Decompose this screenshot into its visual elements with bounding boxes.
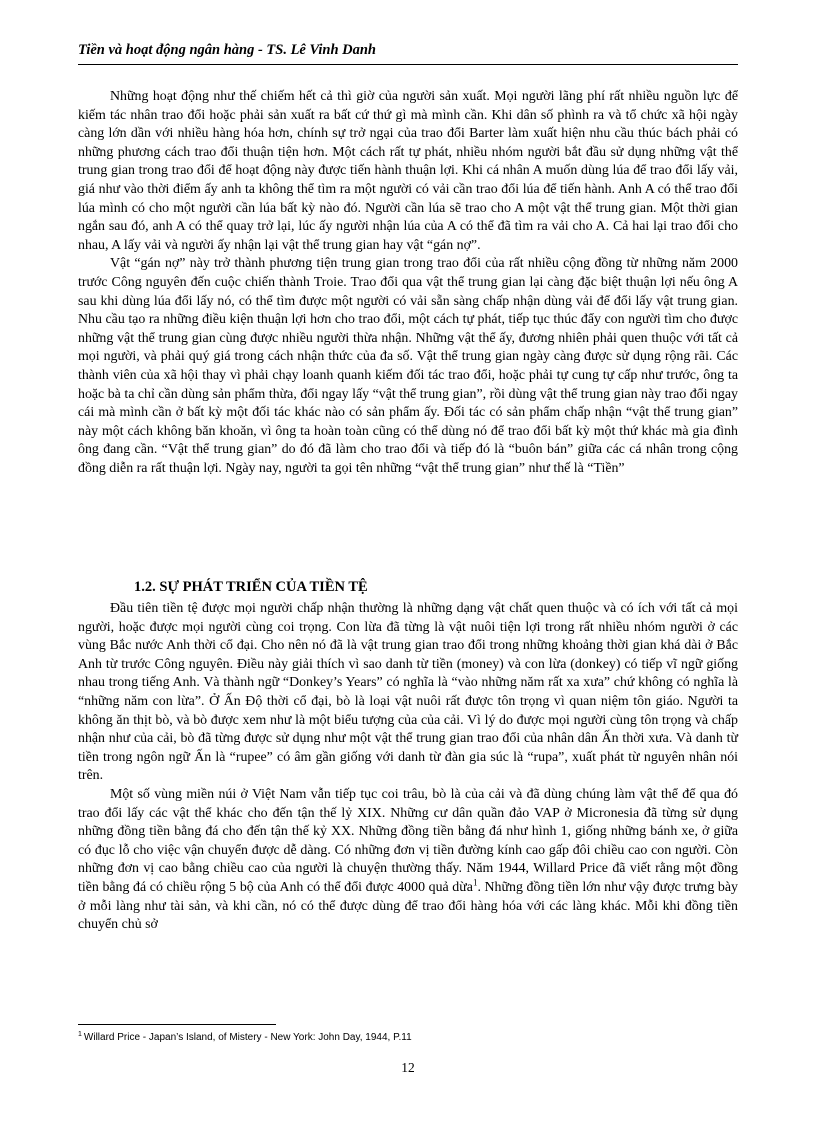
section-intermediary-objects — [78, 88, 738, 478]
paragraph-text: Một số vùng miền núi ở Việt Nam vẫn tiếp tục coi trâu, bò là của cải và đã dùng chúng làm vật thể để qua đó trao đổi lấy các vật thể khác cho đến tận thế lỷ XIX. Những cư dân quần đảo VAP ở Micronesia đã từng sử dụng những đồng tiền bằng đá cho đến tận thế kỷ XX. Những đồng tiền bằng đá như hình 1, giống những bánh xe, ở giữa có đục lỗ cho việc vận chuyển được dễ dàng. Có những đơn vị tiền đường kính cao gấp đôi chiều cao con người. Còn những đơn vị cao bằng chiều cao của người là chuyện thường thấy. Năm 1944, Willard Price đã viết rằng một đồng tiền bằng đá có chiều rộng 5 bộ của Anh có thể đổi được 4000 quả dừa — [78, 786, 738, 895]
paragraph-text: . Những đồng tiền lớn như vậy được trưng bày ở mỗi làng như tài sản, và khi cần, nó có thể được dùng để trao đổi hàng hóa với các làng khác. Mỗi khi đồng tiền chuyển chủ sở — [78, 879, 738, 933]
paragraph: Đầu tiên tiền tệ được mọi người chấp nhận thường là những dạng vật chất quen thuộc và có ích với tất cả mọi người, hoặc được mọi người cùng coi trọng. Con lừa đã từng là vật nuôi tiện lợi trong rất nhiều nhóm người ở các vùng Bắc nước Anh thời cổ đại. Cho nên nó đã là vật trung gian trao đổi trong những khoảng thời gian khá dài ở Bắc Anh từ trước Công nguyên. Điều này giải thích vì sao danh từ tiền (money) và con lừa (donkey) có tiếp vĩ ngữ giống nhau trong tiếng Anh. Và thành ngữ “Donkey’s Years” có nghĩa là “vào những năm rất xa xưa” chứ không có nghĩa là “những năm con lừa”. Ở Ấn Độ thời cổ đại, bò là loại vật nuôi rất được tôn trọng vì quan niệm tôn giáo. Người ta không ăn thịt bò, và bò được xem như là một biểu tượng của của cải. Vì lý do được mọi người cùng tôn trọng và chấp nhận như của cải, bò đã từng được sử dụng như một vật thể trung gian trao đổi của nhân dân Ấn thời xưa. Và danh từ tiền trong ngôn ngữ Ấn là “rupee” có âm gần giống với danh từ đàn gia súc là “rupa”, xuất phát từ nguyên nhân nói trên. — [78, 601, 738, 784]
page-number: 12 — [401, 1060, 415, 1075]
paragraph: Vật “gán nợ” này trở thành phương tiện trung gian trong trao đổi của rất nhiều cộng đồng từ những năm 2000 trước Công nguyên đến cuộc chiến thành Troie. Trao đổi qua vật thể trung gian lại càng đặc biệt thuận lợi nếu ông A sau khi dùng lúa đổi lấy nó, có thể tìm được một người có vải sẵn sàng chấp nhận dùng vải để đổi lấy vật trung gian. Nhu cầu tạo ra những điều kiện thuận lợi hơn cho trao đổi, một cách tự phát, tiếp tục thúc đẩy con người tìm cho được những vật thể trung gian cùng được nhiều người thừa nhận. Những vật thể ấy, đương nhiên phải quen thuộc với tất cả mọi người, và phải quý giá trong cách nhận thức của đa số. Vật thể trung gian ngày càng được sử dụng rộng rãi. Các thành viên của xã hội thay vì phải chạy loanh quanh kiếm đối tác trao đổi, hoặc phải tự cung tự cấp như trước, ông ta hoặc bà ta chỉ cần dùng sản phẩm thừa, đổi ngay lấy “vật thể trung gian”, rồi dùng vật thể trung gian này trao đổi ngay cái mà mình cần ở bất kỳ một đối tác khác nào có sản phẩm ấy. Đối tác có sản phẩm chấp nhận “vật thể trung gian” này một cách không băn khoăn, vì ông ta hoàn toàn cũng có thể dùng nó để trao đổi bất kỳ một thứ khác mà gia đình ông đang cần. “Vật thể trung gian” do đó đã làm cho trao đổi và tiếp đó là “buôn bán” giữa các cá nhân trong cộng đồng diễn ra rất thuận lợi. Ngày nay, người ta gọi tên những “vật thể trung gian” như thế là “Tiền” — [78, 256, 738, 476]
section-money-development — [78, 600, 738, 935]
footnote-text: Willard Price - Japan’s Island, of Mistery - New York: John Day, 1944, P.11 — [83, 1032, 412, 1043]
footnote-mark: 1 — [78, 1030, 82, 1038]
footnote-reference[interactable]: 1 — [472, 877, 478, 888]
footnote-divider — [78, 1024, 276, 1025]
section-heading: 1.2. SỰ PHÁT TRIỂN CỦA TIỀN TỆ — [134, 579, 368, 595]
running-header: Tiền và hoạt động ngân hàng - TS. Lê Vinh Danh — [78, 42, 376, 58]
paragraph — [78, 786, 738, 935]
footnote — [78, 1032, 738, 1043]
header-divider — [78, 64, 738, 65]
paragraph: Những hoạt động như thế chiếm hết cả thì giờ của người sản xuất. Mọi người lãng phí rất nhiều nguồn lực để kiếm tác nhân trao đổi hoặc phải sản xuất ra bất cứ thứ gì mà mình cần. Khi dân số phình ra và tổ chức xã hội ngày càng lớn dần với nhiều hàng hóa hơn, chính sự trở ngại của trao đổi Barter làm xuất hiện nhu cầu thúc bách phải có những phương cách trao đổi thuận tiện hơn. Một cách rất tự phát, nhiều nhóm người bắt đầu sử dụng những vật thể trung gian trong trao đổi để hoạt động này được tiến hành thuận lợi. Khi cá nhân A muốn dùng lúa để trao đổi lấy vải, giá như vào thời điểm ấy anh ta không thể tìm ra một người có vải cần trao đổi lúa để tiến hành. Anh A có thể trao đổi lúa mình có cho một người cần lúa bất kỳ nào đó. Người cần lúa sẽ trao cho A một vật thể trung gian. Một thời gian ngắn sau đó, anh A có thể quay trở lại, lúc ấy người nhận lúa của A có thể đã tìm ra vải cho A. Cả hai lại trao đổi cho nhau, A lấy vải và người ấy nhận lại vật thể trung gian hay vật “gán nợ”. — [78, 89, 738, 253]
